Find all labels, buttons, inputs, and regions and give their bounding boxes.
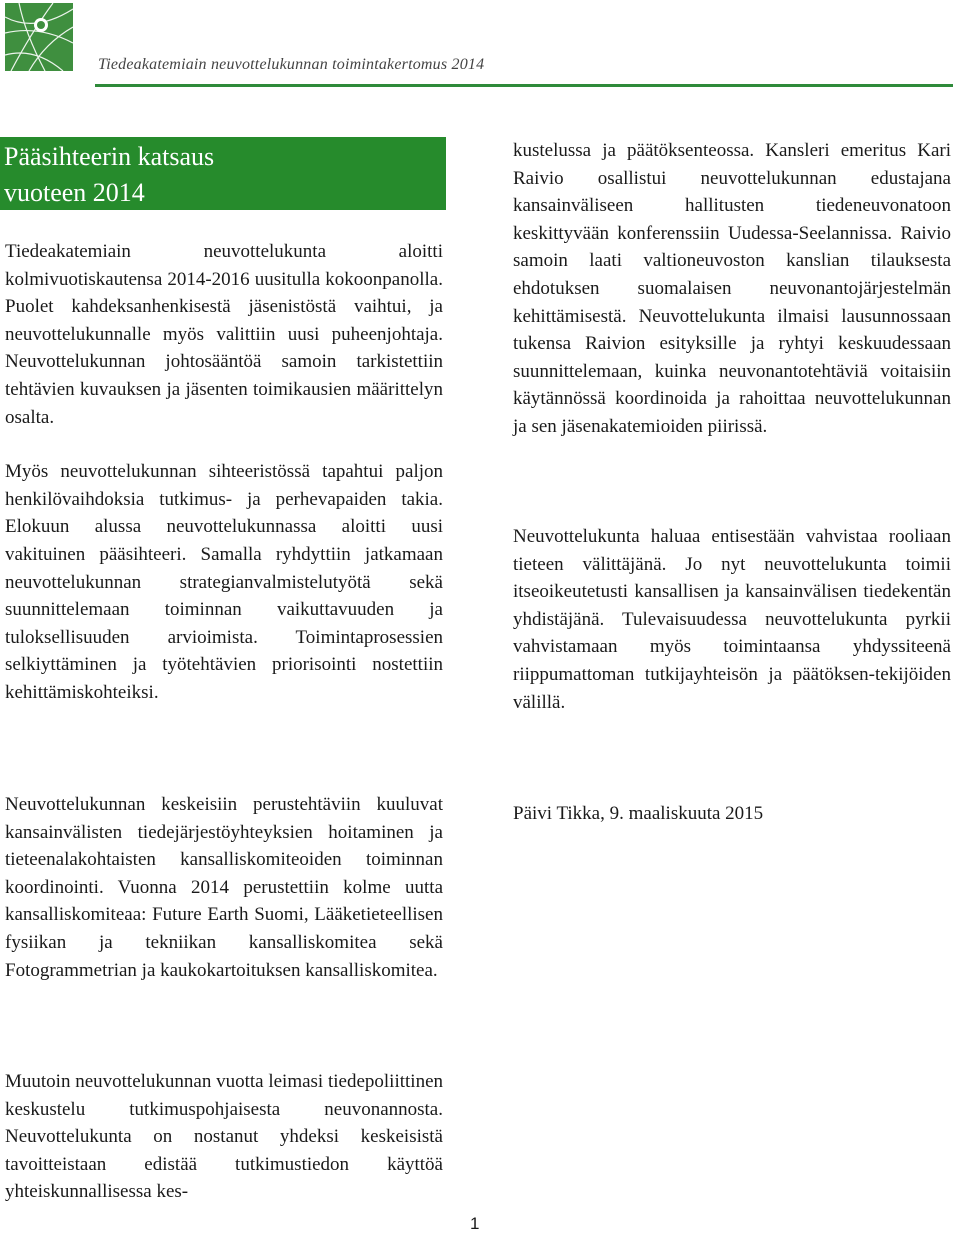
section-title-line-2: vuoteen 2014	[4, 178, 145, 207]
running-header-title: Tiedeakatemiain neuvottelukunnan toimintakertomus 2014	[98, 56, 485, 73]
right-column-middle	[513, 523, 951, 716]
header-divider	[95, 84, 953, 87]
left-column-top	[5, 238, 443, 707]
network-logo-icon	[5, 3, 73, 71]
paragraph-4-start: Muutoin neuvottelukunnan vuotta leimasi tiedepoliittinen keskustelu tutkimuspohjaisesta neuvonannosta. Neuvottelukunta on nostanut yhdeksi keskeisistä tavoitteistaan edistää tutkimustiedon käyttöä yhteiskunnallisessa kes-	[5, 1071, 443, 1203]
section-title-line-1: Pääsihteerin katsaus	[4, 142, 215, 171]
paragraph-3: Neuvottelukunnan keskeisiin perustehtäviin kuuluvat kansainvälisten tiedejärjestöyhteyksien hoitaminen ja tieteenalakohtaisten kansalliskomiteoiden toiminnan koordinointi. Vuonna 2014 perustettiin kolme uutta kansalliskomiteaa: Future Earth Suomi, Lääketieteellisen fysiikan ja tekniikan kansalliskomitea sekä Fotogrammetrian ja kaukokartoituksen kansalliskomitea.	[5, 794, 443, 981]
paragraph-1: Tiedeakatemiain neuvottelukunta aloitti kolmivuotiskautensa 2014-2016 uusitulla kokoonpanolla. Puolet kahdeksanhenkisestä jäsenistöstä vaihtui, ja neuvottelukunnalle myös valittiin uusi puheenjohtaja. Neuvottelukunnan johtosääntöä samoin tarkistettiin tehtävien kuvauksen ja jäsenten toimikausien määrittelyn osalta.	[5, 241, 443, 428]
section-title-box	[0, 137, 446, 210]
paragraph-2: Myös neuvottelukunnan sihteeristössä tapahtui paljon henkilövaihdoksia tutkimus- ja perhevapaiden takia. Elokuun alussa neuvottelukunnassa aloitti uusi vakituinen pääsihteeri. Samalla ryhdyttiin jatkamaan neuvottelukunnan strategianvalmistelutyötä sekä suunnittelemaan toiminnan vaikuttavuuden ja tuloksellisuuden arvioimista. Toimintaprosessien selkiyttäminen ja työtehtävien priorisointi nostettiin kehittämiskohteiksi.	[5, 461, 443, 703]
paragraph-4-continued: kustelussa ja päätöksenteossa. Kansleri emeritus Kari Raivio osallistui neuvottelukunnan edustajana kansainväliseen hallitusten tiedeneuvonatoon keskittyvään konferenssiin Uudessa-Seelannissa. Raivio samoin laati valtioneuvoston kanslian tilauksesta ehdotuksen suomalaisen neuvonantojärjestelmän kehittämisestä. Neuvottelukunta ilmaisi lausunnossaan tukensa Raivion esityksille ja ryhtyi keskuudessaan suunnittelemaan, kuinka neuvonantotehtäviä voitaisiin käytännössä koordinoida ja rahoittaa neuvottelukunnan ja sen jäsenakatemioiden piirissä.	[513, 140, 951, 437]
page-number: 1	[470, 1214, 480, 1233]
signature: Päivi Tikka, 9. maaliskuuta 2015	[513, 803, 764, 824]
left-column-middle	[5, 791, 443, 984]
left-column-bottom	[5, 1068, 443, 1206]
paragraph-5: Neuvottelukunta haluaa entisestään vahvistaa rooliaan tieteen välittäjänä. Jo nyt neuvottelukunta toimii itseoikeutetusti kansallisen ja kansainvälisen tiedekentän yhdistäjänä. Tulevaisuudessa neuvottelukunta pyrkii vahvistamaan myös toimintaansa yhdyssiteenä riippumattoman tutkijayhteisön ja päätöksen-tekijöiden välillä.	[513, 526, 951, 713]
right-column-top	[513, 137, 951, 441]
